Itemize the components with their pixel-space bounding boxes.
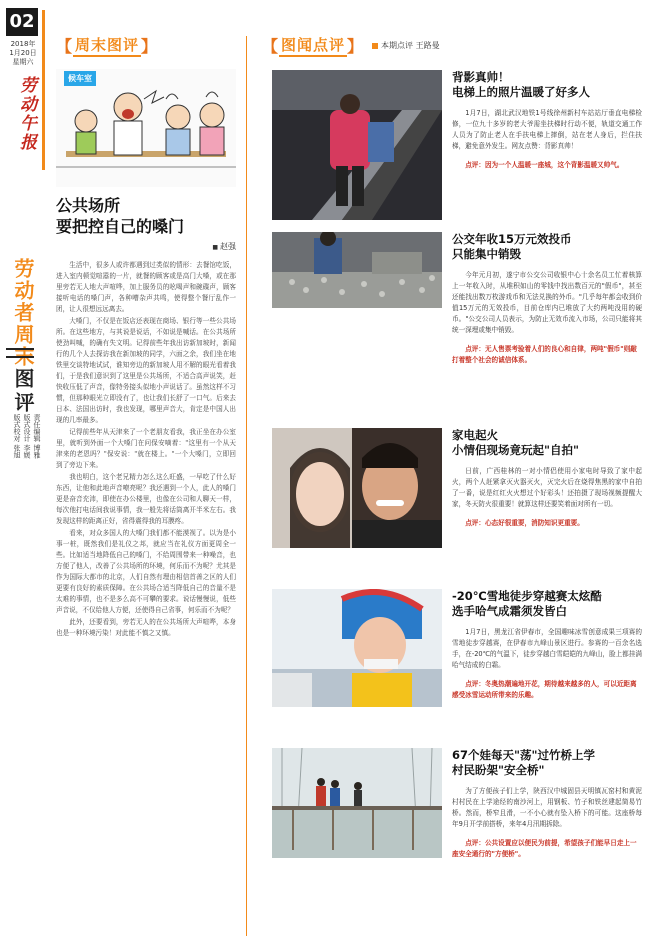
byline-author: 赵强 [220,242,236,251]
story-2 [272,232,644,382]
headline-line-2: 要把控自己的嗓门 [56,217,185,236]
paragraph: 记得前些年从天津来了一个老朋友看我，我正坐在办公室里，就听到外面一个大嗓门在问保安嘀着："这里有一个从天津来的老恩吗？"保安说："就在楼上。"一个大嗓门，立即回到了旁边下来。 [56,428,236,469]
rail-divider [42,10,45,170]
date-weekday: 星期六 [12,58,34,66]
story-5 [272,748,644,938]
story-description: 日前，广西桂林的一对小情侣使用小家电时导致了家中起火，两个人赶紧拿灭火器灭火，灭完火后在烧得焦黑的家中自拍了一番，说是红红火火想过个好彩头！还拍摄了现场视频提醒大家，冬天防火很重要！就算这样还要笑着面对所有一切。 [452,467,642,508]
section-label: 劳动者周末 [11,258,35,368]
story-description: 今年元月初，遂宁市公交公司收银中心十余名员工忙着核算上一年收入时，从堆积如山的零钱中找出数百元的"假币"，甚至还能找出数万枚游戏币和无法兑换的外币。"几乎每年都会收到价值15万元的无效投币，目前仓库内已堆放了大约两吨没用的硬币。"公交公司人员表示，为防止无效币流入市场，公司只能将其统一深埋或集中销毁。 [452,271,642,334]
left-header-text: 周末图评 [73,34,141,57]
story-comment: 点评：无人售票考验着人们的良心和自律，两吨"假币"则敲打着整个社会的诚信体系。 [452,345,637,364]
story-comment: 点评：心态好很重要，消防知识更重要。 [465,519,584,527]
story-content [452,428,642,529]
story-content [452,232,642,366]
credit-editor: 责任编辑 博雅 [33,414,41,459]
section-separator [6,348,34,358]
headline-line-1: 公共场所 [56,196,121,215]
issue-date [4,40,42,67]
story-title: 公交年收15万元效投币 只能集中销毁 [452,232,572,261]
story-comment: 点评：冬奥热潮遍地开花，期待越来越多的人，可以近距离感受冰雪运动所带来的乐趣。 [452,680,637,699]
story-photo [272,748,442,858]
paragraph: 生活中，很多人或许都遇到过类似的情形：去餐馆吃饭，进入室内顿觉喧嚣的一片，就餐的顾客或是高门大嗓，或在那里旁若无人地大声喧哗，加上服务员的吆喝声和碗碟声，顾客接听电话的嗓门声，各种嘈杂声共鸣，使得整个餐厅乱作一团，让人很想远远离去。 [56,261,236,313]
story-3 [272,428,644,568]
story-description: 1月7日，黑龙江省伊春市，全国趣味冰雪创意成果三项赛的雪地徒步穿越赛，在伊春市九峰山景区进行。参赛的一百余名选手，在-20℃的气温下，徒步穿越白雪皑皑的九峰山，脸上都挂满哈气结成的白霜。 [452,628,642,669]
editor-marker [372,43,378,49]
story-title: 背影真帅！ 电梯上的照片温暖了好多人 [452,70,590,99]
paragraph: 我也明白，这个老兄精力怎么这么旺盛，一早吃了什么好东西，让他和此地声音嘹亮呢？我还遇到一个人，此人的嗓门更是奋音充沛，即使在办公楼里，也像在公司和人聊天一样，每次他打电话间我说事情，我一般先将话筒离开半米左右。我发现这样的距离正好，省得震得我的耳膜疼。 [56,473,236,525]
story-photo [272,232,442,308]
editor-text: 本期点评 王路曼 [381,41,440,50]
left-section-header: 【 周末图评 】 [56,36,159,56]
paragraph: 大嗓门，不仅是在饭店还表现在商场、银行等一些公共场所。在这些地方，与其说是说话，不如说是喊话。在公共场所使劲叫喊，的确有失文明。记得前些年我出访新加坡时，新闻行的几个人去探访我在新加坡的同学，六面之余，我们坐在地铁里交谈特地试试，谁知旁边的新加坡人用不解的眼光看着我们，于是我们意识到了这里是公共场所，不适合高声说笑，赶快收压低了声音，像特务接头似地小声说话了。虽然这样不习惯，但那种眼光立即没有了，也让我们长舒了一口气。后来去日本、法国出访时，我也发现，哪里声音大，肯定是中国人出现的几率最多。 [56,317,236,424]
story-content [452,748,642,860]
paper-logo: 劳动午报 [16,76,36,152]
date-year: 2018年 [10,40,36,48]
credit-designer: 版式设计 李媛 [23,414,31,459]
page-number: 02 [6,8,38,36]
right-section-header [262,34,642,57]
right-header: 【 图闻点评 】 [262,36,365,56]
story-title: 家电起火 小情侣现场竟玩起"自拍" [452,428,579,457]
story-photo [272,589,442,707]
date-day: 1月20日 [9,49,37,57]
story-content [452,589,642,701]
commentary-editor [372,40,440,51]
paragraph: 此外，还要看到，旁若无人的在公共场所大声喧哗，本身也是一种环境污染！对此能不慎之又慎。 [56,618,236,637]
byline [56,241,236,252]
story-content [452,70,642,171]
paragraph: 看来，对众多国人的大嗓门我们都不能漠视了。以为是小事一桩，既然我们是礼仪之邦，就应当在礼仪方面更周全一些。比如适当地降低自己的嗓门，不给周围带来一种噪音，也方便了他人，改善了公共场所的环境，何乐而不为呢？尤其是作为国际大都市的北京，人们自然有理由相信首善之区的人们更要有良好的素质保障。在公共场合适当降低自己的音量不是太难的事情，也不是多么高不可攀的要求。说话慢慢说，低些声音说，不仅给他人方便，还使得自己省事，何乐而不为呢？ [56,529,236,614]
comic-tag: 候车室 [64,71,96,86]
credit-proofreader: 版式校对 张旭 [13,414,21,459]
story-description: 1月7日，湖北武汉地铁1号线徐州新村车站站厅垂直电梯检修，一位九十多岁的老大爷需坐扶梯时行动不便，轨道交通工作人员为了防止老人在手扶电梯上摔倒，站在老人身后，拦住扶梯，避免意外发生。网友点赞：背影真帅！ [452,109,642,150]
story-title: 67个娃每天"荡"过竹桥上学 村民盼架"安全桥" [452,748,595,777]
story-title: -20℃雪地徒步穿越赛太炫酷 选手哈气成霜须发皆白 [452,589,602,618]
story-photo [272,70,442,220]
editorial-body [56,260,236,639]
story-comment: 点评：公共设置应以便民为前提，希望孩子们能早日走上一座安全通行的"方便桥"。 [452,839,637,858]
story-photo [272,428,442,548]
right-header-text: 图闻点评 [279,34,347,57]
section-sub: 图评 [11,368,35,416]
story-description: 为了方便孩子们上学，陕西汉中城固县天明镇瓦窑村和黄泥村村民在上学途经的南沙河上，用钢板、竹子和铁丝建起简易竹桥。然而，桥窄且滑，一不小心就有坠入桥下的可能。这座桥每年9月开学前搭桥，来年4月汛期拆除。 [452,787,642,828]
editorial-column [56,34,236,640]
page-rail [0,0,44,952]
story-1 [272,70,644,220]
editor-credits [4,414,42,494]
story-comment: 点评：因为一个人温暖一座城，这个背影温暖又帅气。 [465,161,624,169]
editorial-headline [56,195,236,237]
column-divider [246,36,247,936]
story-4 [272,589,644,729]
editorial-cartoon [56,69,236,187]
